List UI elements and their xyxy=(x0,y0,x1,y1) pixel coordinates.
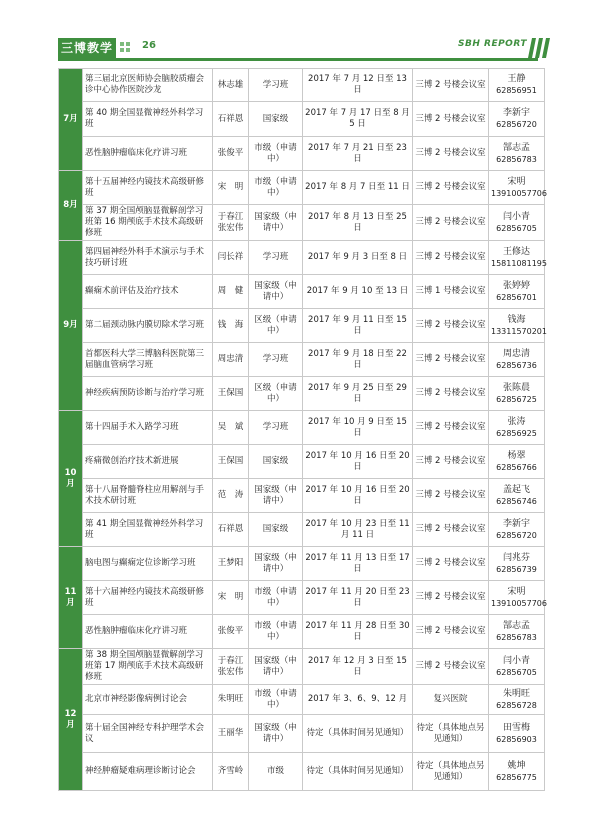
contact-name: 郜志孟 xyxy=(502,142,530,153)
page-header xyxy=(0,0,600,62)
course-name: 北京市神经影像病例讨论会 xyxy=(83,685,213,715)
course-name: 第三届北京医师协会脑胶质瘤会诊中心协作医院沙龙 xyxy=(83,69,213,102)
course-location: 三博 2 号楼会议室 xyxy=(413,69,489,102)
contact-phone: 62856705 xyxy=(496,223,537,233)
contact-phone: 62856775 xyxy=(496,772,537,782)
course-date: 2017 年 10 月 9 日至 15 日 xyxy=(303,411,413,445)
month-cell: 8月 xyxy=(59,171,83,241)
contact xyxy=(489,343,545,377)
course-date: 2017 年 7 月 12 日至 13 日 xyxy=(303,69,413,102)
contact-phone: 13311570201 xyxy=(491,326,547,336)
course-location: 三博 2 号楼会议室 xyxy=(413,445,489,479)
course-level: 国家级（申请中） xyxy=(249,547,303,581)
course-level: 市级（申请中） xyxy=(249,615,303,649)
course-location: 三博 2 号楼会议室 xyxy=(413,615,489,649)
contact-phone: 62856951 xyxy=(496,86,537,95)
contact-name: 闫小青 xyxy=(502,211,530,222)
course-level: 国家级（申请中） xyxy=(249,649,303,685)
course-level: 国家级（申请中） xyxy=(249,205,303,241)
course-date: 2017 年 7 月 21 日至 23 日 xyxy=(303,137,413,171)
table-row xyxy=(59,377,545,411)
month-cell: 7月 xyxy=(59,69,83,171)
contact-phone: 62856720 xyxy=(496,530,537,540)
table-row xyxy=(59,343,545,377)
contact-name: 张婷婷 xyxy=(502,280,530,291)
dots-decoration-icon xyxy=(120,42,138,54)
course-location: 三博 2 号楼会议室 xyxy=(413,343,489,377)
course-name: 第四届神经外科手术演示与手术技巧研讨班 xyxy=(83,241,213,275)
course-date: 2017 年 11 月 13 日至 17 日 xyxy=(303,547,413,581)
organizer: 林志雄 xyxy=(213,69,249,102)
contact-phone: 13910057706 xyxy=(491,598,547,608)
slash-decoration-icon xyxy=(528,38,550,58)
contact-name: 王修达 xyxy=(502,246,530,257)
organizer: 石祥恩 xyxy=(213,513,249,547)
month-cell: 11月 xyxy=(59,547,83,649)
course-level: 国家级（申请中） xyxy=(249,275,303,309)
course-level: 市级（申请中） xyxy=(249,581,303,615)
organizer: 王梦阳 xyxy=(213,547,249,581)
course-name: 第 38 期全国颅脑显微解剖学习班第 17 期颅底手术技术高级研修班 xyxy=(83,649,213,685)
course-name: 神经疾病预防诊断与治疗学习班 xyxy=(83,377,213,411)
course-name: 恶性脑肿瘤临床化疗讲习班 xyxy=(83,137,213,171)
table-row xyxy=(59,479,545,513)
contact-name: 李新宇 xyxy=(502,518,530,529)
course-name: 癫痫术前评估及治疗技术 xyxy=(83,275,213,309)
course-level: 学习班 xyxy=(249,241,303,275)
contact-phone: 62856766 xyxy=(496,462,537,472)
contact-name: 闫小青 xyxy=(502,655,530,666)
table-row xyxy=(59,171,545,205)
organizer: 闫长祥 xyxy=(213,241,249,275)
contact xyxy=(489,102,545,137)
contact-name: 李新宇 xyxy=(502,108,530,118)
contact xyxy=(489,649,545,685)
table-row xyxy=(59,685,545,715)
contact-phone: 62856783 xyxy=(496,154,537,164)
course-level: 区级（申请中） xyxy=(249,309,303,343)
table-row xyxy=(59,241,545,275)
organizer: 朱明旺 xyxy=(213,685,249,715)
table-row xyxy=(59,615,545,649)
table-row xyxy=(59,102,545,137)
contact-name: 宋明 xyxy=(507,176,526,187)
organizer: 宋 明 xyxy=(213,171,249,205)
contact-phone: 62856925 xyxy=(496,428,537,438)
table-row xyxy=(59,753,545,791)
course-location: 三博 1 号楼会议室 xyxy=(413,275,489,309)
organizer: 周 健 xyxy=(213,275,249,309)
contact-phone: 62856736 xyxy=(496,360,537,370)
course-name: 恶性脑肿瘤临床化疗讲习班 xyxy=(83,615,213,649)
table-row xyxy=(59,547,545,581)
organizer: 王保国 xyxy=(213,377,249,411)
contact xyxy=(489,411,545,445)
course-level: 市级 xyxy=(249,753,303,791)
contact-phone: 62856728 xyxy=(496,700,537,710)
contact-phone: 62856746 xyxy=(496,496,537,506)
contact-name: 田雪梅 xyxy=(502,722,530,733)
course-location: 三博 2 号楼会议室 xyxy=(413,171,489,205)
contact-name: 郜志孟 xyxy=(502,620,530,631)
course-date: 2017 年 10 月 16 日至 20 日 xyxy=(303,479,413,513)
contact xyxy=(489,547,545,581)
course-location: 三博 2 号楼会议室 xyxy=(413,479,489,513)
organizer: 于春江张宏伟 xyxy=(213,205,249,241)
table-row xyxy=(59,205,545,241)
contact-phone: 15811081195 xyxy=(491,258,547,268)
contact xyxy=(489,581,545,615)
course-location: 三博 2 号楼会议室 xyxy=(413,205,489,241)
contact-phone: 62856705 xyxy=(496,667,537,677)
course-name: 第 41 期全国显微神经外科学习班 xyxy=(83,513,213,547)
organizer: 吴 斌 xyxy=(213,411,249,445)
contact-name: 周忠清 xyxy=(502,348,530,359)
organizer: 张俊平 xyxy=(213,137,249,171)
contact xyxy=(489,685,545,715)
contact xyxy=(489,137,545,171)
course-date: 2017 年 8 月 13 日至 25 日 xyxy=(303,205,413,241)
course-location: 三博 2 号楼会议室 xyxy=(413,377,489,411)
contact-name: 王静 xyxy=(507,74,526,84)
contact-name: 张涛 xyxy=(507,416,526,427)
contact-name: 盖起飞 xyxy=(502,484,530,495)
table-row xyxy=(59,137,545,171)
course-name: 神经肿瘤疑难病理诊断讨论会 xyxy=(83,753,213,791)
course-date: 2017 年 9 月 25 日至 29 日 xyxy=(303,377,413,411)
course-name: 第二届颈动脉内膜切除术学习班 xyxy=(83,309,213,343)
course-level: 市级（申请中） xyxy=(249,137,303,171)
contact-name: 杨翠 xyxy=(507,450,526,461)
course-date: 2017 年 7 月 17 日至 8 月 5 日 xyxy=(303,102,413,137)
contact-name: 姚坤 xyxy=(507,760,526,771)
contact xyxy=(489,275,545,309)
contact-phone: 62856701 xyxy=(496,292,537,302)
contact-phone: 62856725 xyxy=(496,394,537,404)
contact xyxy=(489,171,545,205)
course-location: 复兴医院 xyxy=(413,685,489,715)
course-name: 第十六届神经内镜技术高级研修班 xyxy=(83,581,213,615)
contact-phone: 62856720 xyxy=(496,120,537,129)
course-date: 待定（具体时间另见通知） xyxy=(303,753,413,791)
contact-name: 钱海 xyxy=(507,314,526,325)
month-cell: 10月 xyxy=(59,411,83,547)
course-name: 疼痛微创治疗技术新进展 xyxy=(83,445,213,479)
table-row xyxy=(59,581,545,615)
contact xyxy=(489,753,545,791)
contact-name: 闫兆芬 xyxy=(502,552,530,563)
organizer: 钱 海 xyxy=(213,309,249,343)
course-date: 2017 年 9 月 3 日至 8 日 xyxy=(303,241,413,275)
table-row xyxy=(59,649,545,685)
table-row xyxy=(59,715,545,753)
course-date: 2017 年 11 月 28 日至 30 日 xyxy=(303,615,413,649)
course-level: 国家级（申请中） xyxy=(249,715,303,753)
course-level: 市级（申请中） xyxy=(249,685,303,715)
course-location: 三博 2 号楼会议室 xyxy=(413,547,489,581)
course-location: 待定（具体地点另见通知） xyxy=(413,715,489,753)
course-level: 国家级 xyxy=(249,445,303,479)
contact-name: 宋明 xyxy=(507,586,526,597)
page-number: 26 xyxy=(142,40,156,51)
course-date: 2017 年 10 月 16 日至 20 日 xyxy=(303,445,413,479)
course-location: 三博 2 号楼会议室 xyxy=(413,241,489,275)
organizer: 范 涛 xyxy=(213,479,249,513)
course-location: 三博 2 号楼会议室 xyxy=(413,137,489,171)
contact-name: 朱明旺 xyxy=(502,688,530,699)
contact xyxy=(489,309,545,343)
contact xyxy=(489,241,545,275)
contact xyxy=(489,205,545,241)
course-location: 三博 2 号楼会议室 xyxy=(413,513,489,547)
table-row xyxy=(59,513,545,547)
course-date: 2017 年 9 月 18 日至 22 日 xyxy=(303,343,413,377)
course-name: 第 40 期全国显微神经外科学习班 xyxy=(83,102,213,137)
course-level: 国家级 xyxy=(249,102,303,137)
table-row xyxy=(59,445,545,479)
organizer: 王保国 xyxy=(213,445,249,479)
header-rule xyxy=(58,58,538,61)
organizer: 于春江张宏伟 xyxy=(213,649,249,685)
course-level: 国家级（申请中） xyxy=(249,479,303,513)
course-date: 2017 年 10 月 23 日至 11 月 11 日 xyxy=(303,513,413,547)
month-cell: 9月 xyxy=(59,241,83,411)
course-name: 第 37 期全国颅脑显微解剖学习班第 16 期颅底手术技术高级研修班 xyxy=(83,205,213,241)
report-label: SBH REPORT xyxy=(458,39,527,49)
contact-phone: 62856903 xyxy=(496,734,537,744)
contact xyxy=(489,377,545,411)
organizer: 宋 明 xyxy=(213,581,249,615)
course-location: 三博 2 号楼会议室 xyxy=(413,309,489,343)
course-name: 第十八届脊髓脊柱应用解剖与手术技术研讨班 xyxy=(83,479,213,513)
course-level: 国家级 xyxy=(249,513,303,547)
organizer: 齐雪岭 xyxy=(213,753,249,791)
course-schedule-table xyxy=(58,68,545,791)
course-level: 市级（申请中） xyxy=(249,171,303,205)
contact xyxy=(489,615,545,649)
course-location: 三博 2 号楼会议室 xyxy=(413,102,489,137)
course-date: 2017 年 9 月 10 至 13 日 xyxy=(303,275,413,309)
course-date: 2017 年 9 月 11 日至 15 日 xyxy=(303,309,413,343)
contact-phone: 62856739 xyxy=(496,564,537,574)
course-date: 2017 年 12 月 3 日至 15 日 xyxy=(303,649,413,685)
course-name: 第十届全国神经专科护理学术会议 xyxy=(83,715,213,753)
section-title: 三博教学 xyxy=(58,38,116,58)
contact xyxy=(489,513,545,547)
course-location: 三博 2 号楼会议室 xyxy=(413,411,489,445)
month-cell: 12月 xyxy=(59,649,83,791)
table-row xyxy=(59,309,545,343)
course-level: 区级（申请中） xyxy=(249,377,303,411)
organizer: 张俊平 xyxy=(213,615,249,649)
course-name: 第十五届神经内镜技术高级研修班 xyxy=(83,171,213,205)
course-level: 学习班 xyxy=(249,69,303,102)
course-location: 三博 2 号楼会议室 xyxy=(413,649,489,685)
contact xyxy=(489,445,545,479)
contact-name: 张陈晨 xyxy=(502,382,530,393)
course-location: 三博 2 号楼会议室 xyxy=(413,581,489,615)
course-date: 2017 年 8 月 7 日至 11 日 xyxy=(303,171,413,205)
contact-phone: 62856783 xyxy=(496,632,537,642)
course-name: 第十四届手术入路学习班 xyxy=(83,411,213,445)
contact xyxy=(489,69,545,102)
contact xyxy=(489,479,545,513)
course-date: 2017 年 3、6、9、12 月 xyxy=(303,685,413,715)
table-row xyxy=(59,411,545,445)
organizer: 石祥恩 xyxy=(213,102,249,137)
organizer: 王丽华 xyxy=(213,715,249,753)
course-date: 待定（具体时间另见通知） xyxy=(303,715,413,753)
organizer: 周忠清 xyxy=(213,343,249,377)
course-location: 待定（具体地点另见通知） xyxy=(413,753,489,791)
contact xyxy=(489,715,545,753)
course-level: 学习班 xyxy=(249,343,303,377)
course-name: 首都医科大学三博脑科医院第三届脑血管病学习班 xyxy=(83,343,213,377)
table-row xyxy=(59,69,545,102)
table-row xyxy=(59,275,545,309)
course-date: 2017 年 11 月 20 日至 23 日 xyxy=(303,581,413,615)
contact-phone: 13910057706 xyxy=(491,188,547,198)
course-level: 学习班 xyxy=(249,411,303,445)
course-name: 脑电图与癫痫定位诊断学习班 xyxy=(83,547,213,581)
